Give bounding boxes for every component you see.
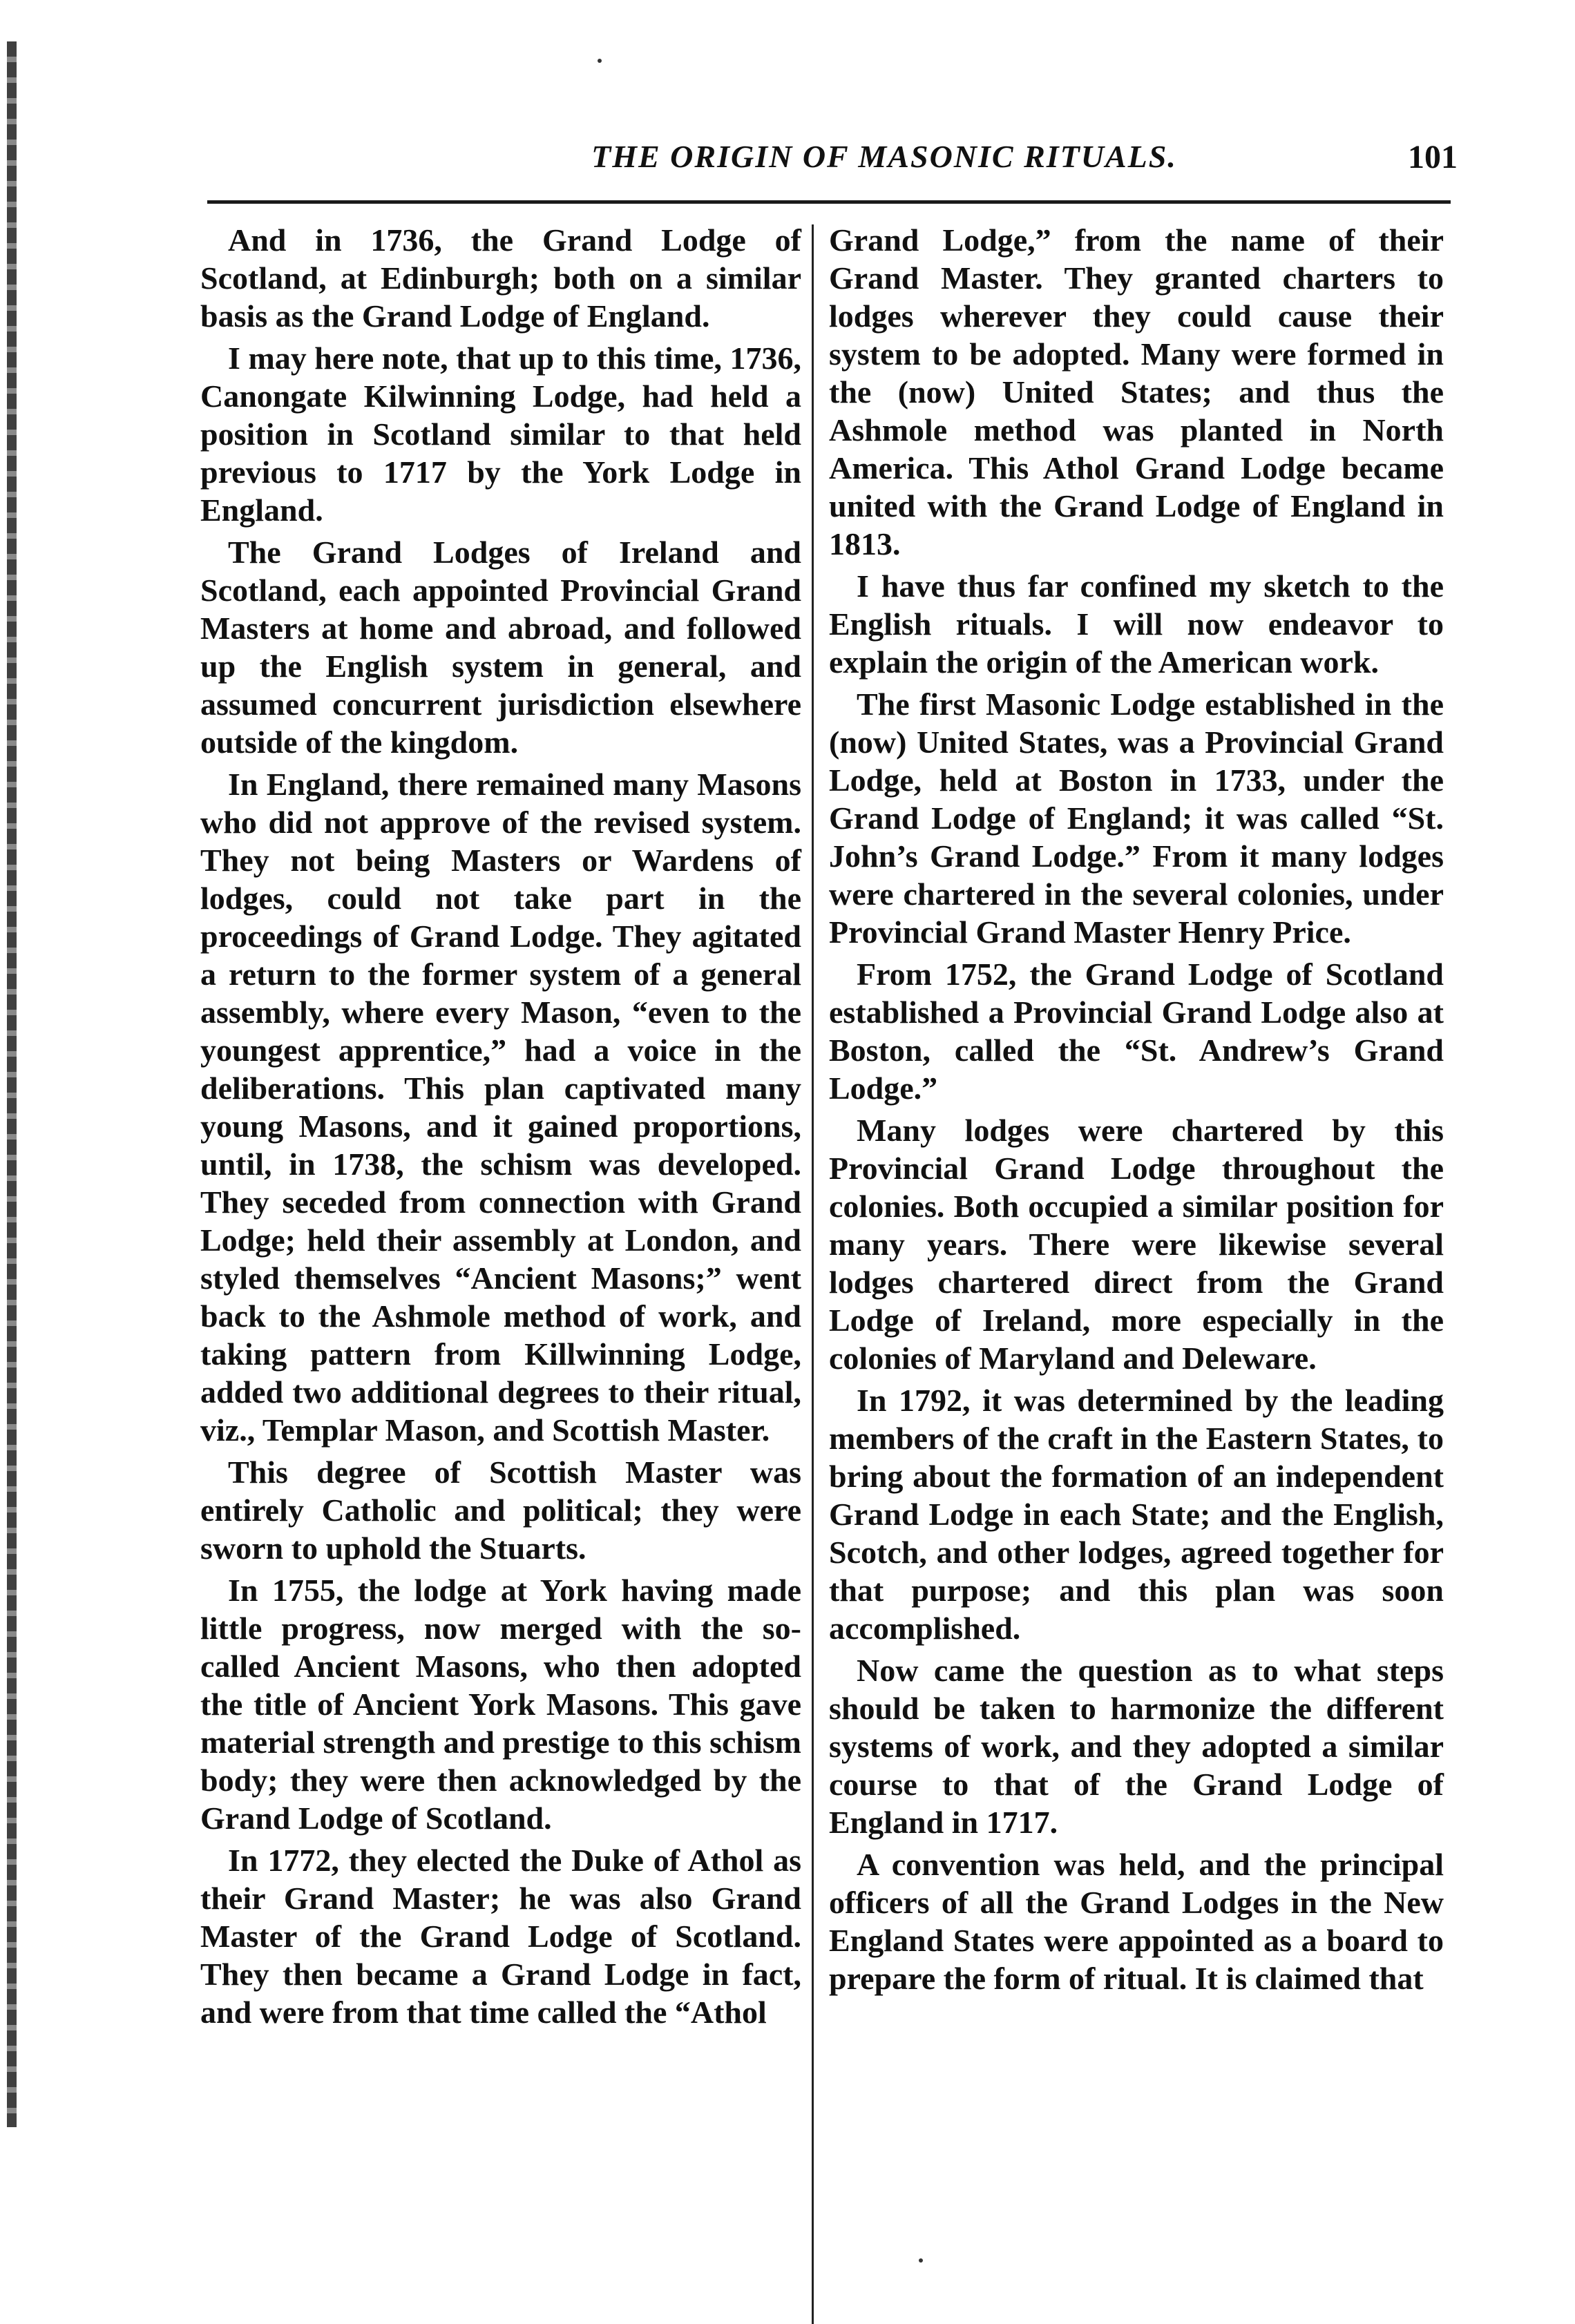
paragraph: I have thus far confined my sketch to the English rituals. I will now endeavor to explain the origin of the American work.: [829, 568, 1444, 680]
paragraph: Many lodges were chartered by this Provincial Grand Lodge throughout the colonies. Both occupied a similar position for many years. There were likewise several lodges chartered direct from the Grand Lodge of Ireland, more especially in the colonies of Maryland and Deleware.: [829, 1113, 1444, 1376]
paragraph-continued: Grand Lodge,” from the name of their Grand Master. They granted charters to lodges wherever they could cause their system to be adopted. Many were formed in the (now) United States; and thus the Ashmole method was planted in North America. This Athol Grand Lodge became united with the Grand Lodge of England in 1813.: [829, 222, 1444, 561]
page-number: 101: [1408, 139, 1458, 175]
paragraph: In 1772, they elected the Duke of Athol as their Grand Master; he was also Grand Master of the Grand Lodge of Scotland. They then became a Grand Lodge in fact, and were from that time called the “Athol: [200, 1843, 801, 2030]
paragraph: In 1755, the lodge at York having made little progress, now merged with the so-called Ancient Masons, who then adopted the title of Ancient York Masons. This gave material strength and prestige to this schism body; they were then acknowledged by the Grand Lodge of Scotland.: [200, 1573, 801, 1836]
left-column: [200, 221, 801, 2035]
paragraph: The Grand Lodges of Ireland and Scotland, each appointed Provincial Grand Masters at home and abroad, and followed up the English system in general, and assumed concurrent jurisdiction elsewhere outside of the kingdom.: [200, 535, 801, 760]
print-speck: [598, 59, 602, 63]
page-edge-binding: [7, 41, 17, 2127]
paragraph: In England, there remained many Masons who did not approve of the revised system. They not being Masters or Wardens of lodges, could not take part in the proceedings of Grand Lodge. They agitated a return to the former system of a general assembly, where every Mason, “even to the youngest apprentice,” had a voice in the deliberations. This plan captivated many young Masons, and it gained proportions, until, in 1738, the schism was developed. They seceded from connection with Grand Lodge; held their assembly at London, and styled themselves “Ancient Masons;” went back to the Ashmole method of work, and taking pattern from Killwinning Lodge, added two additional degrees to their ritual, viz., Templar Mason, and Scottish Master.: [200, 767, 801, 1448]
paragraph: The first Masonic Lodge established in the (now) United States, was a Provincial Grand Lodge, held at Boston in 1733, under the Grand Lodge of England; it was called “St. John’s Grand Lodge.” From it many lodges were chartered in the several colonies, under Provincial Grand Master Henry Price.: [829, 686, 1444, 950]
header-rule: [207, 200, 1451, 204]
paragraph: A convention was held, and the principal officers of all the Grand Lodges in the New England States were appointed as a board to prepare the form of ritual. It is claimed that: [829, 1847, 1444, 1996]
paragraph: This degree of Scottish Master was entirely Catholic and political; they were sworn to uphold the Stuarts.: [200, 1454, 801, 1566]
paragraph: In 1792, it was determined by the leading members of the craft in the Eastern States, to bring about the formation of an independent Grand Lodge in each State; and the English, Scotch, and other lodges, agreed together for that purpose; and this plan was soon accomplished.: [829, 1383, 1444, 1646]
paragraph: Now came the question as to what steps should be taken to harmonize the different systems of work, and they adopted a similar course to that of the Grand Lodge of England in 1717.: [829, 1653, 1444, 1840]
print-speck: [919, 2258, 923, 2263]
paragraph: I may here note, that up to this time, 1736, Canongate Kilwinning Lodge, had held a position in Scotland similar to that held previous to 1717 by the York Lodge in England.: [200, 340, 801, 528]
right-column: [829, 221, 1444, 2001]
paragraph: And in 1736, the Grand Lodge of Scotland, at Edinburgh; both on a similar basis as the Grand Lodge of England.: [200, 222, 801, 334]
paragraph: From 1752, the Grand Lodge of Scotland established a Provincial Grand Lodge also at Boston, called the “St. Andrew’s Grand Lodge.”: [829, 957, 1444, 1106]
running-title: THE ORIGIN OF MASONIC RITUALS.: [591, 139, 1177, 174]
column-divider: [812, 224, 814, 2324]
page-header: [200, 138, 1458, 180]
